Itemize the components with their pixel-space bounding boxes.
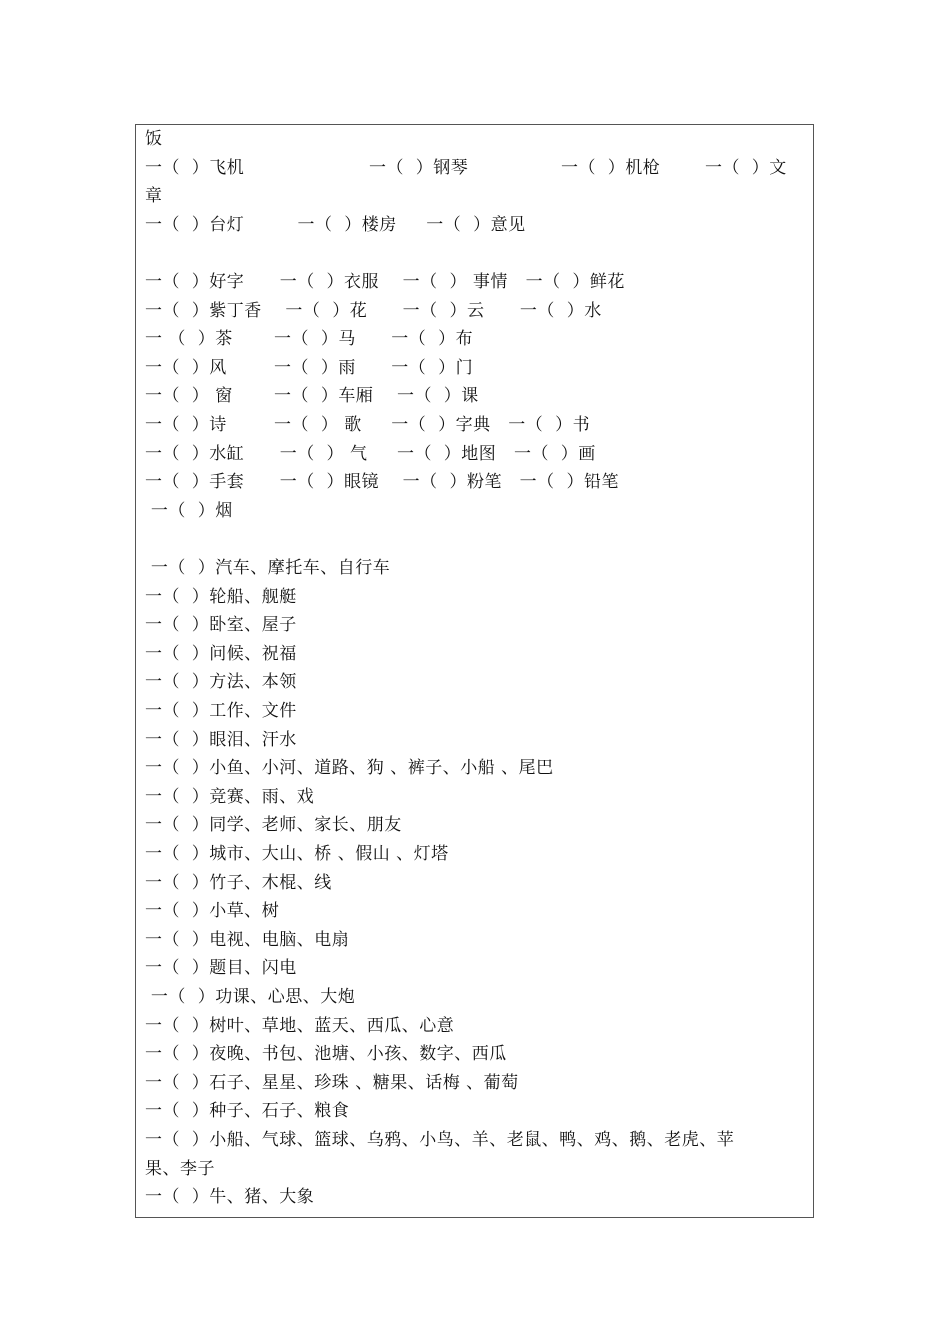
worksheet-line: 一 （ ）茶 一（ ）马 一（ ）布 (145, 329, 474, 350)
worksheet-line: 一（ ）手套 一（ ）眼镜 一（ ）粉笔 一（ ）铅笔 (145, 472, 619, 493)
worksheet-line (145, 525, 805, 554)
worksheet-box (135, 124, 814, 1218)
worksheet-line: 一（ ）台灯 一（ ）楼房 一（ ）意见 (145, 214, 526, 235)
worksheet-line: 一（ ）诗 一（ ） 歌 一（ ）字典 一（ ）书 (145, 415, 591, 435)
worksheet-line: 一（ ）卧室、屋子 (145, 615, 297, 636)
worksheet-item: 一（ ）文 (705, 157, 787, 178)
worksheet-line: 一（ ）夜晚、书包、池塘、小孩、数字、西瓜 (145, 1044, 507, 1065)
worksheet-line: 一（ ）紫丁香 一（ ）花 一（ ）云 一（ ）水 (145, 300, 602, 321)
worksheet-line: 一（ ）石子、星星、珍珠 、糖果、话梅 、葡萄 (145, 1072, 519, 1093)
worksheet-line: 一（ ）种子、石子、粮食 (145, 1101, 350, 1122)
worksheet-line: 一（ ）轮船、舰艇 (145, 586, 297, 607)
worksheet-line: 一（ ）工作、文件 (145, 701, 297, 721)
worksheet-line: 章 (145, 186, 163, 207)
worksheet-line: 一（ ）汽车、摩托车、自行车 (145, 558, 391, 578)
worksheet-line: 一（ ）小鱼、小河、道路、狗 、裤子、小船 、尾巴 (145, 758, 554, 779)
worksheet-line: 一（ ）烟 (145, 500, 233, 521)
worksheet-line: 一（ ）小草、树 (145, 901, 280, 922)
worksheet-line: 一（ ）树叶、草地、蓝天、西瓜、心意 (145, 1015, 455, 1036)
worksheet-item: 一（ ）机枪 (561, 157, 661, 178)
worksheet-line (145, 154, 805, 183)
worksheet-line: 一（ ）风 一（ ）雨 一（ ）门 (145, 357, 474, 378)
worksheet-line: 一（ ）水缸 一（ ） 气 一（ ）地图 一（ ）画 (145, 443, 596, 464)
worksheet-line: 果、李子 (145, 1158, 215, 1179)
worksheet-line: 一（ ）竹子、木棍、线 (145, 872, 332, 893)
worksheet-line: 一（ ）城市、大山、桥 、假山 、灯塔 (145, 844, 449, 864)
worksheet-item: 一（ ）飞机 (145, 157, 245, 178)
worksheet-line: 一（ ）功课、心思、大炮 (145, 987, 356, 1007)
worksheet-line: 一（ ）眼泪、汗水 (145, 729, 297, 750)
worksheet-line: 一（ ）牛、猪、大象 (145, 1187, 315, 1208)
worksheet-line: 饭 (145, 129, 163, 149)
worksheet-line: 一（ ）问候、祝福 (145, 643, 297, 664)
worksheet-line: 一（ ）题目、闪电 (145, 958, 297, 979)
worksheet-line: 一（ ）电视、电脑、电扇 (145, 929, 350, 950)
worksheet-line: 一（ ）好字 一（ ）衣服 一（ ） 事情 一（ ）鲜花 (145, 272, 625, 292)
worksheet-line: 一（ ） 窗 一（ ）车厢 一（ ）课 (145, 386, 479, 407)
worksheet-line: 一（ ）竞赛、雨、戏 (145, 786, 315, 807)
worksheet-line: 一（ ）同学、老师、家长、朋友 (145, 815, 402, 836)
worksheet-line: 一（ ）方法、本领 (145, 672, 297, 693)
worksheet-line (145, 239, 805, 268)
worksheet-item: 一（ ）钢琴 (369, 157, 469, 178)
worksheet-line: 一（ ）小船、气球、篮球、乌鸦、小鸟、羊、老鼠、鸭、鸡、鹅、老虎、苹 (145, 1130, 735, 1150)
